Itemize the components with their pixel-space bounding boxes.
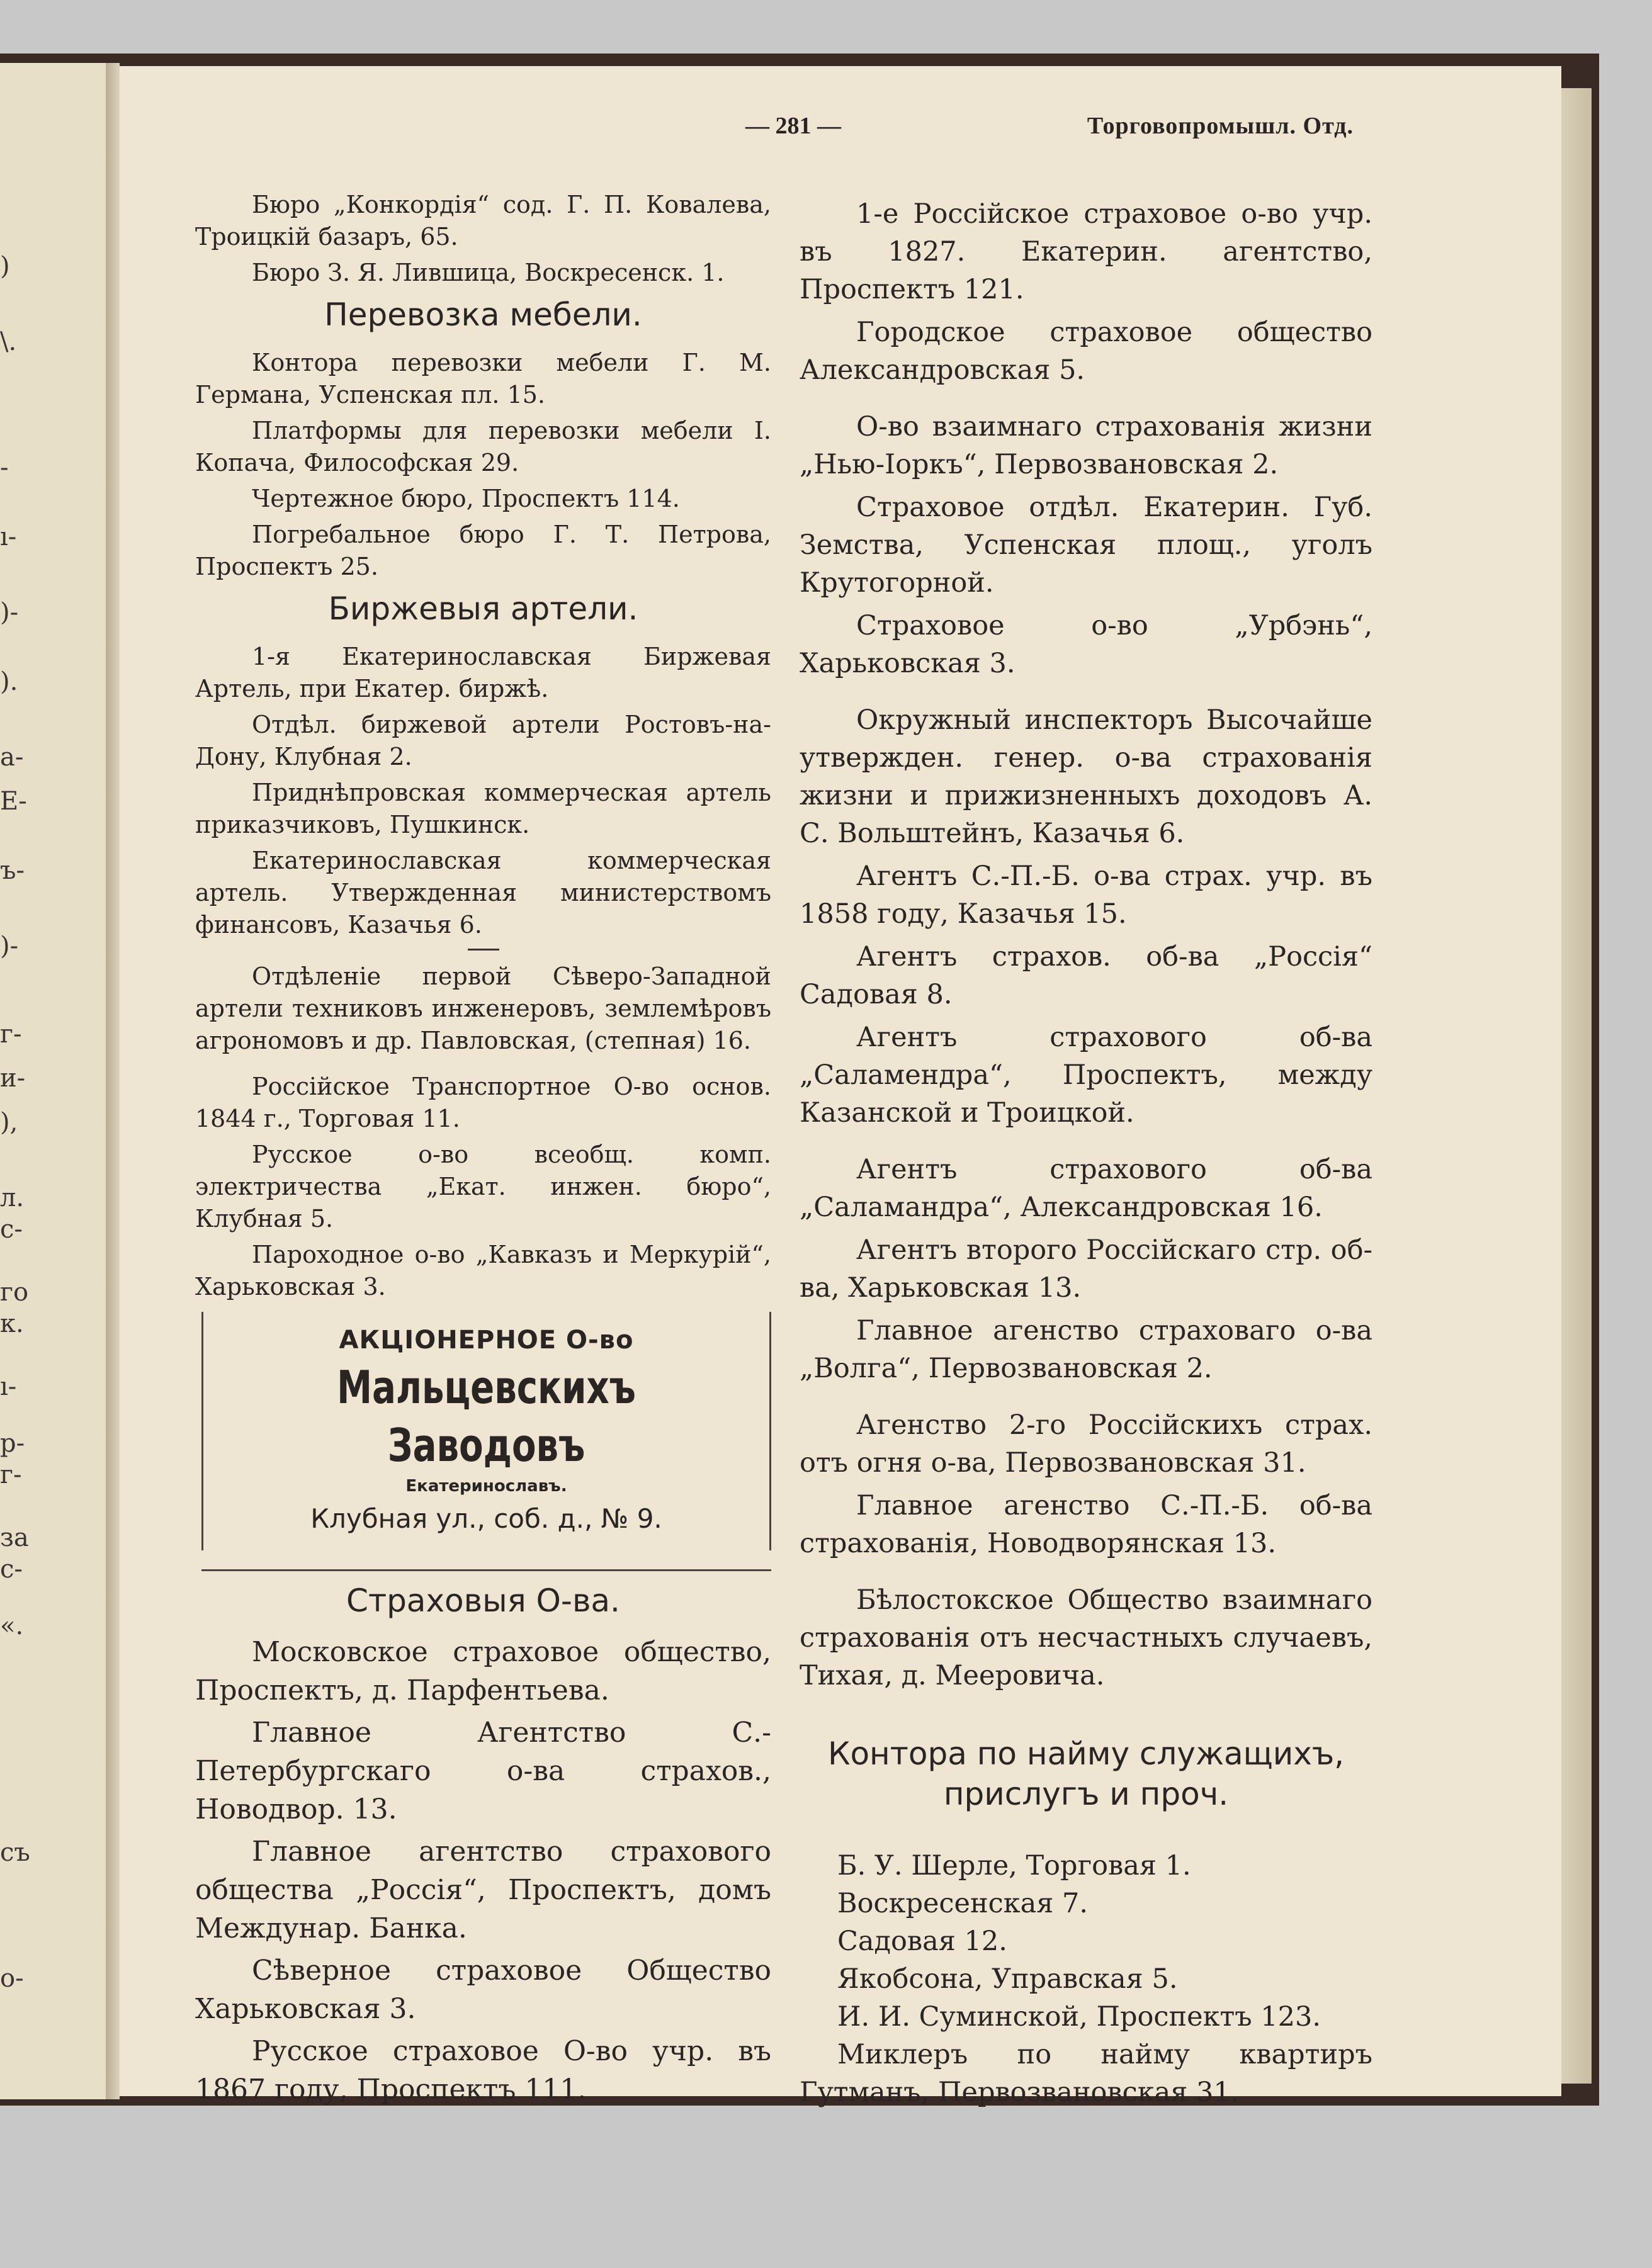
directory-entry: Бюро „Конкордія“ сод. Г. П. Ковалева, Троицкій базаръ, 65. xyxy=(195,191,771,251)
directory-entry: Пароходное о-во „Кавказъ и Меркурій“, Харьковская 3. xyxy=(195,1241,771,1300)
directory-entry: Агентъ страхового об-ва „Саламендра“, Проспектъ, между Казанской и Троицкой. xyxy=(800,1022,1372,1129)
book-gutter xyxy=(106,63,120,2099)
directory-entry: Городское страховое общество Александровская 5. xyxy=(800,317,1372,386)
directory-entry: Агентъ страхов. об-ва „Россія“ Садовая 8. xyxy=(800,941,1372,1010)
page-edge-stack xyxy=(1561,88,1592,2084)
directory-entry: Агентъ страхового об-ва „Саламандра“, Александровская 16. xyxy=(800,1154,1372,1223)
previous-page-fragment: Е- xyxy=(0,787,27,816)
directory-entry: 1-е Россійское страховое о-во учр. въ 1827. Екатерин. агентство, Проспектъ 121. xyxy=(800,198,1372,305)
directory-entry: Приднѣпровская коммерческая артель приказчиковъ, Пушкинск. xyxy=(195,779,771,838)
previous-page-fragment: ). xyxy=(0,667,18,696)
previous-page-fragment: ı- xyxy=(0,522,17,551)
directory-entry: Агенство 2-го Россійскихъ страх. отъ огня о-ва, Первозвановская 31. xyxy=(800,1409,1372,1479)
short-divider xyxy=(468,949,499,951)
previous-page-fragment: г- xyxy=(0,1460,22,1489)
directory-entry: Отдѣленіе первой Сѣверо-Западной артели техниковъ инженеровъ, землемѣровъ агрономовъ и др. Павловская, (степная) 16. xyxy=(195,962,771,1054)
directory-entry: Бюро З. Я. Лившица, Воскресенск. 1. xyxy=(252,259,725,286)
previous-page-fragment: л. xyxy=(0,1183,25,1212)
previous-page-fragment: и- xyxy=(0,1064,26,1093)
previous-page-fragment: р- xyxy=(0,1429,25,1458)
directory-entry: Главное агенство страховаго о-ва „Волга“, Первозвановская 2. xyxy=(800,1315,1372,1384)
section-heading-insurance: Страховыя О-ва. xyxy=(346,1583,620,1619)
directory-entry: Главное Агентство С.-Петербургскаго о-ва страхов., Новодвор. 13. xyxy=(195,1717,771,1825)
directory-entry: Главное агенство С.-П.-Б. об-ва страхованія, Новодворянская 13. xyxy=(800,1490,1372,1559)
section-heading-line: прислугъ и проч. xyxy=(943,1776,1229,1812)
list-item: И. И. Суминской, Проспектъ 123. xyxy=(837,2001,1321,2033)
directory-entry: Русское о-во всеобщ. комп. электричества „Екат. инжен. бюро“, Клубная 5. xyxy=(195,1141,771,1233)
directory-entry: Контора перевозки мебели Г. М. Германа, Успенская пл. 15. xyxy=(195,349,771,409)
directory-entry: Агентъ второго Россійскаго стр. об-ва, Харьковская 13. xyxy=(800,1234,1372,1304)
previous-page-fragment: ъ- xyxy=(0,856,25,885)
advert-address: Клубная ул., соб. д., № 9. xyxy=(310,1503,662,1534)
directory-entry: Платформы для перевозки мебели І. Копача, Философская 29. xyxy=(195,417,771,477)
running-head: Торговопромышл. Отд. xyxy=(1087,113,1354,139)
directory-entry: Агентъ С.-П.-Б. о-ва страх. учр. въ 1858 году, Казачья 15. xyxy=(800,860,1372,930)
section-heading-furniture: Перевозка мебели. xyxy=(324,296,642,333)
directory-entry: Сѣверное страховое Общество Харьковская 3. xyxy=(195,1955,771,2025)
previous-page-fragment: о- xyxy=(0,1964,24,1993)
left-column xyxy=(195,189,771,2113)
directory-entry: Окружный инспекторъ Высочайше утвержден. генер. о-ва страхованія жизни и прижизненныхъ доходовъ А. С. Вольштейнъ, Казачья 6. xyxy=(800,704,1372,849)
right-column xyxy=(800,195,1372,2116)
previous-page-fragment: а- xyxy=(0,743,24,772)
section-heading-line: Контора по найму служащихъ, xyxy=(827,1735,1345,1772)
directory-entry: Екатеринославская коммерческая артель. Утвержденная министерствомъ финансовъ, Казачья 6. xyxy=(195,847,771,939)
directory-entry: Московское страховое общество, Проспектъ, д. Парфентьева. xyxy=(195,1636,771,1707)
previous-page-fragment: с- xyxy=(0,1215,23,1244)
directory-entry: Бѣлостокское Общество взаимнаго страхованія отъ несчастныхъ случаевъ, Тихая, д. Мееровича. xyxy=(800,1584,1372,1691)
previous-page-fragment: г- xyxy=(0,1020,22,1049)
previous-page-fragment: за xyxy=(0,1523,29,1552)
directory-entry: 1-я Екатеринославская Биржевая Артель, при Екатер. биржѣ. xyxy=(195,643,771,702)
advert-company-name: Мальцевскихъ Заводовъ xyxy=(337,1361,636,1472)
list-item: Якобсона, Управская 5. xyxy=(837,1963,1178,1995)
advert-bottom-rule xyxy=(201,1569,771,1571)
directory-entry: Отдѣл. биржевой артели Ростовъ-на-Дону, Клубная 2. xyxy=(195,711,771,770)
previous-page-fragment: ), xyxy=(0,1108,18,1137)
previous-page-fragment: \. xyxy=(0,327,17,356)
advertisement-box xyxy=(201,1312,771,1550)
previous-page-fragment: - xyxy=(0,453,9,482)
directory-entry: Чертежное бюро, Проспектъ 114. xyxy=(252,485,680,512)
previous-page-fragment: )- xyxy=(0,932,19,961)
directory-entry: Миклеръ по найму квартиръ Гутманъ, Первозвановская 31. xyxy=(800,2039,1372,2108)
previous-page-fragment: «. xyxy=(0,1611,24,1640)
previous-page-fragment: с- xyxy=(0,1555,23,1584)
previous-page-fragment: )- xyxy=(0,598,19,627)
directory-entry: Русское страховое О-во учр. въ 1867 году, Проспектъ 111. xyxy=(195,2035,771,2106)
previous-page-fragment: ı- xyxy=(0,1372,17,1401)
list-item: Садовая 12. xyxy=(837,1926,1007,1957)
section-heading-employment xyxy=(800,1734,1372,1814)
previous-page-fragment: к. xyxy=(0,1309,24,1338)
page-number: — 281 — xyxy=(745,113,841,139)
advert-city: Екатеринославъ. xyxy=(405,1477,567,1496)
advert-company-type: АКЦІОНЕРНОЕ О-во xyxy=(339,1326,634,1355)
list-item: Воскресенская 7. xyxy=(837,1888,1089,1919)
directory-entry: Россійское Транспортное О-во основ. 1844 г., Торговая 11. xyxy=(195,1073,771,1132)
directory-entry: Главное агентство страхового общества „Россія“, Проспектъ, домъ Междунар. Банка. xyxy=(195,1836,771,1944)
previous-page-fragment: го xyxy=(0,1278,29,1307)
directory-entry: Страховое отдѣл. Екатерин. Губ. Земства, Успенская площ., уголъ Крутогорной. xyxy=(800,492,1372,599)
previous-page-fragment: съ xyxy=(0,1838,30,1867)
directory-entry: Погребальное бюро Г. Т. Петрова, Проспектъ 25. xyxy=(195,521,771,580)
directory-entry: Страховое о-во „Урбэнь“, Харьковская 3. xyxy=(800,610,1372,679)
directory-entry: О-во взаимнаго страхованія жизни „Нью-Іоркъ“, Первозвановская 2. xyxy=(800,411,1372,480)
previous-page-fragment: ) xyxy=(0,252,10,281)
section-heading-artels: Биржевыя артели. xyxy=(328,590,638,627)
list-item: Б. У. Шерле, Торговая 1. xyxy=(837,1850,1191,1882)
